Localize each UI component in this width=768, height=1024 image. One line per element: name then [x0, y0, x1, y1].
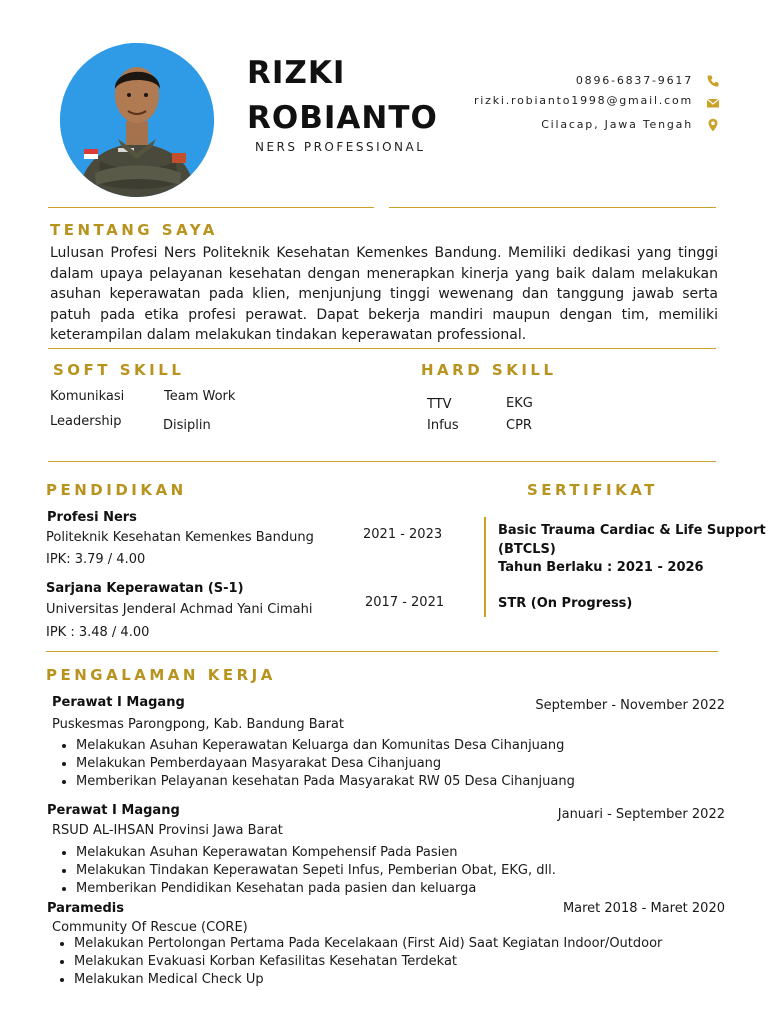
hard-skill-item: TTV — [427, 397, 452, 412]
location-text: Cilacap, Jawa Tengah — [541, 118, 693, 131]
job-role: Perawat I Magang — [47, 803, 180, 818]
profile-photo — [60, 43, 214, 197]
education-degree: Sarjana Keperawatan (S-1) — [46, 581, 244, 596]
email-text: rizki.robianto1998@gmail.com — [473, 94, 693, 107]
education-years: 2021 - 2023 — [363, 527, 443, 542]
job-role: Paramedis — [47, 901, 124, 916]
soft-skill-item: Komunikasi — [50, 389, 125, 404]
job-period: September - November 2022 — [535, 698, 725, 713]
education-ipk: IPK: 3.79 / 4.00 — [46, 552, 146, 567]
job-place: Puskesmas Parongpong, Kab. Bandung Barat — [52, 717, 344, 732]
certificate-str: STR (On Progress) — [498, 596, 633, 611]
education-heading: PENDIDIKAN — [46, 481, 187, 499]
about-heading: TENTANG SAYA — [50, 221, 218, 239]
job-task-list — [54, 844, 556, 898]
job-period: Januari - September 2022 — [557, 807, 725, 822]
soft-skill-item: Team Work — [164, 389, 236, 404]
job-task-list — [54, 737, 575, 791]
job-title: NERS PROFESSIONAL — [255, 140, 426, 154]
person-illustration — [60, 43, 214, 197]
job-task: • Memberikan Pendidikan Kesehatan pada pasien dan keluarga — [76, 880, 556, 898]
header-divider-left — [48, 207, 374, 208]
certificate-name: Basic Trauma Cardiac & Life Support — [498, 523, 766, 538]
job-task: • Melakukan Tindakan Keperawatan Sepeti Infus, Pemberian Obat, EKG, dll. — [76, 862, 556, 880]
certificate-abbr: (BTCLS) — [498, 542, 556, 557]
certificate-heading: SERTIFIKAT — [527, 481, 658, 499]
job-task: • Melakukan Asuhan Keperawatan Keluarga dan Komunitas Desa Cihanjuang — [76, 737, 575, 755]
job-task: • Melakukan Pemberdayaan Masyarakat Desa Cihanjuang — [76, 755, 575, 773]
phone-text: 0896-6837-9617 — [575, 74, 693, 87]
location-icon — [706, 118, 720, 132]
job-task-list — [52, 935, 662, 989]
education-school: Universitas Jenderal Achmad Yani Cimahi — [46, 602, 313, 617]
soft-skill-item: Disiplin — [163, 418, 211, 433]
last-name: ROBIANTO — [247, 100, 438, 136]
job-place: RSUD AL-IHSAN Provinsi Jawa Barat — [52, 823, 283, 838]
about-divider — [48, 348, 716, 349]
job-place: Community Of Rescue (CORE) — [52, 920, 248, 935]
certificate-validity: Tahun Berlaku : 2021 - 2026 — [498, 560, 704, 575]
education-ipk: IPK : 3.48 / 4.00 — [46, 625, 150, 640]
hard-skill-item: CPR — [506, 418, 532, 433]
hard-skill-heading: HARD SKILL — [421, 361, 557, 379]
header-divider-right — [389, 207, 716, 208]
job-task: • Memberikan Pelayanan kesehatan Pada Masyarakat RW 05 Desa Cihanjuang — [76, 773, 575, 791]
education-divider — [46, 651, 718, 652]
skills-divider — [48, 461, 716, 462]
job-task: • Melakukan Pertolongan Pertama Pada Kecelakaan (First Aid) Saat Kegiatan Indoor/Outdoor — [74, 935, 662, 953]
experience-heading: PENGALAMAN KERJA — [46, 666, 276, 684]
education-years: 2017 - 2021 — [365, 595, 445, 610]
job-task: • Melakukan Medical Check Up — [74, 971, 662, 989]
soft-skill-heading: SOFT SKILL — [53, 361, 185, 379]
phone-icon — [706, 74, 720, 88]
education-degree: Profesi Ners — [47, 510, 137, 525]
email-icon — [706, 96, 720, 110]
job-role: Perawat I Magang — [52, 695, 185, 710]
job-task: • Melakukan Evakuasi Korban Kefasilitas Kesehatan Terdekat — [74, 953, 662, 971]
first-name: RIZKI — [247, 55, 346, 91]
education-school: Politeknik Kesehatan Kemenkes Bandung — [46, 530, 314, 545]
section-separator — [484, 517, 486, 617]
soft-skill-item: Leadership — [50, 414, 122, 429]
hard-skill-item: Infus — [427, 418, 459, 433]
job-task: • Melakukan Asuhan Keperawatan Kompehensif Pada Pasien — [76, 844, 556, 862]
hard-skill-item: EKG — [506, 396, 533, 411]
job-period: Maret 2018 - Maret 2020 — [562, 901, 725, 916]
about-text: Lulusan Profesi Ners Politeknik Kesehatan Kemenkes Bandung. Memiliki dedikasi yang tinggi dalam upaya pelayanan kesehatan dengan menerapkan kinerja yang baik dalam melakukan asuhan keperawatan pada klien, menjunjung tinggi wewenang dan tanggung jawab serta patuh pada etika profesi perawat. Dapat bekerja mandiri maupun dengan tim, memiliki keterampilan dalam melakukan tindakan keperawatan professional. — [50, 245, 718, 343]
